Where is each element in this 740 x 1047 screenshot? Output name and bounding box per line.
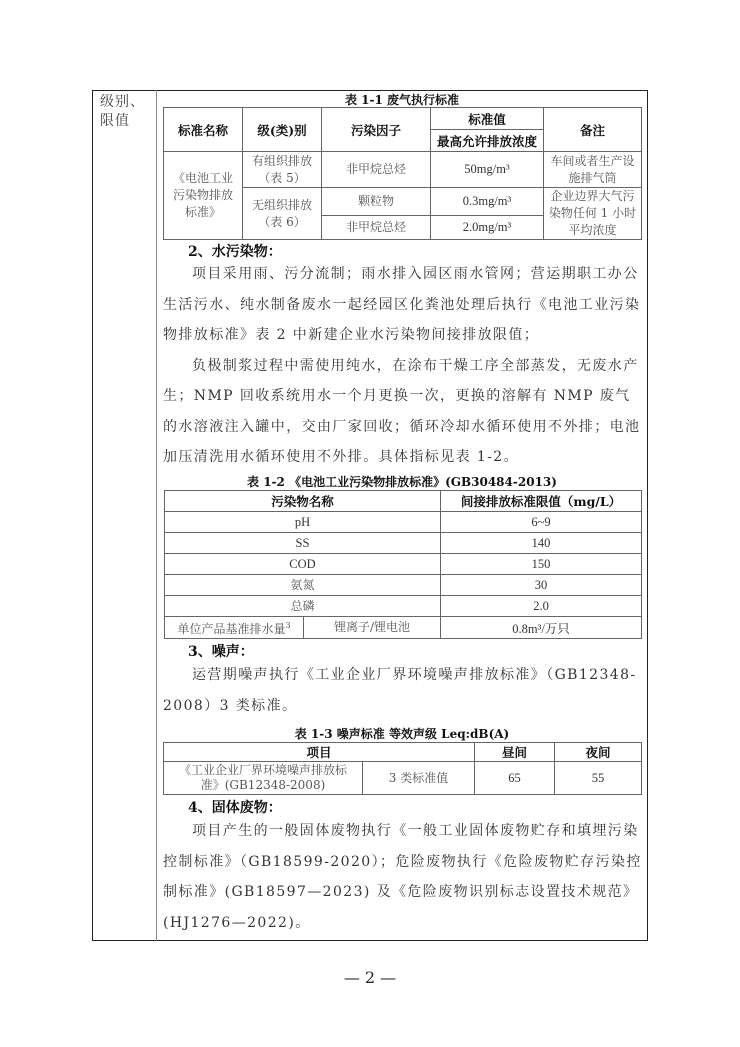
limit-cell: 6~9 bbox=[441, 512, 642, 533]
column-divider bbox=[156, 90, 157, 941]
table-row bbox=[165, 512, 642, 533]
section3-title: 3、噪声： bbox=[188, 644, 254, 660]
standard-name-cell: 《电池工业污染物排放标准》 bbox=[164, 152, 243, 240]
table-row bbox=[165, 617, 642, 639]
pollutant-cell: 总磷 bbox=[165, 596, 441, 617]
value-cell: 50mg/m³ bbox=[431, 152, 544, 188]
limit-cell: 140 bbox=[441, 533, 642, 554]
factor-cell: 颗粒物 bbox=[322, 188, 431, 216]
section2-title: 2、水污染物： bbox=[188, 244, 282, 260]
header-note: 备注 bbox=[544, 108, 642, 152]
table-row bbox=[165, 554, 642, 575]
limit-cell: 0.8m³/万只 bbox=[441, 617, 642, 639]
category-cell: 有组织排放（表 5） bbox=[243, 152, 322, 188]
section2-body bbox=[163, 259, 643, 473]
table-row bbox=[164, 762, 642, 795]
side-label: 级别、 限值 bbox=[100, 94, 145, 129]
header-std-value: 标准值 bbox=[431, 108, 544, 130]
section2-paragraph1: 项目采用雨、污分流制；雨水排入园区雨水管网；营运期职工办公生活污水、纯水制备废水一起经园区化粪池处理后执行《电池工业污染物排放标准》表 2 中新建企业水污染物间接排放限值； bbox=[163, 266, 641, 343]
footnote-marker: 3 bbox=[285, 621, 291, 630]
header-category: 级(类)别 bbox=[243, 108, 322, 152]
limit-cell: 2.0 bbox=[441, 596, 642, 617]
header-limit: 间接排放标准限值（mg/L） bbox=[441, 491, 642, 512]
pollutant-cell: COD bbox=[165, 554, 441, 575]
standard-cell: 《工业企业厂界环境噪声排放标准》(GB12348-2008) bbox=[164, 762, 363, 795]
battery-type-cell: 锂离子/锂电池 bbox=[304, 617, 441, 639]
section4-body bbox=[163, 816, 643, 938]
table1-caption: 表 1-1 废气执行标准 bbox=[344, 93, 460, 107]
class-cell: 3 类标准值 bbox=[363, 762, 475, 795]
factor-cell: 非甲烷总烃 bbox=[322, 152, 431, 188]
pollutant-name: 单位产品基准排水量 bbox=[177, 622, 286, 636]
header-night: 夜间 bbox=[555, 743, 642, 762]
table-row bbox=[165, 596, 642, 617]
pollutant-cell: pH bbox=[165, 512, 441, 533]
limit-cell: 30 bbox=[441, 575, 642, 596]
table2-water-standard bbox=[164, 490, 642, 639]
table3-caption: 表 1-3 噪声标准 等效声级 Leq:dB(A) bbox=[294, 727, 510, 741]
note-cell: 企业边界大气污染物任何 1 小时平均浓度 bbox=[544, 188, 642, 240]
table1-exhaust-standard bbox=[163, 107, 642, 240]
pollutant-cell: SS bbox=[165, 533, 441, 554]
table-row bbox=[165, 575, 642, 596]
section4-title: 4、固体废物： bbox=[188, 800, 282, 816]
table-row bbox=[164, 152, 642, 188]
table3-noise-standard bbox=[163, 742, 642, 795]
night-value-cell: 55 bbox=[555, 762, 642, 795]
table-row bbox=[165, 533, 642, 554]
header-pollutant-name: 污染物名称 bbox=[165, 491, 441, 512]
factor-cell: 非甲烷总烃 bbox=[322, 216, 431, 240]
limit-cell: 150 bbox=[441, 554, 642, 575]
section4-paragraph: 项目产生的一般固体废物执行《一般工业固体废物贮存和填埋污染控制标准》（GB18599-2020）；危险废物执行《危险废物贮存污染控制标准》(GB18597—2023) 及《危险废物识别标志设置技术规范》(HJ1276—2022)。 bbox=[163, 823, 642, 931]
day-value-cell: 65 bbox=[475, 762, 555, 795]
category-cell: 无组织排放（表 6） bbox=[243, 188, 322, 240]
header-standard-name: 标准名称 bbox=[164, 108, 243, 152]
section3-paragraph: 运营期噪声执行《工业企业厂界环境噪声排放标准》（GB12348-2008）3 类标准。 bbox=[163, 667, 637, 714]
section2-paragraph2: 负极制浆过程中需使用纯水，在涂布干燥工序全部蒸发，无废水产生；NMP 回收系统用水一个月更换一次，更换的溶解有 NMP 废气的水溶液注入罐中，交由厂家回收；循环冷却水循环使用不外排；电池加压清洗用水循环使用不外排。具体指标见表 1-2。 bbox=[163, 357, 641, 465]
section3-body bbox=[163, 660, 643, 721]
header-day: 昼间 bbox=[475, 743, 555, 762]
header-factor: 污染因子 bbox=[322, 108, 431, 152]
pollutant-cell bbox=[165, 617, 304, 639]
table2-caption: 表 1-2 《电池工业污染物排放标准》(GB30484-2013) bbox=[247, 475, 557, 489]
header-item: 项目 bbox=[164, 743, 475, 762]
value-cell: 0.3mg/m³ bbox=[431, 188, 544, 216]
pollutant-cell: 氨氮 bbox=[165, 575, 441, 596]
header-max-conc: 最高允许排放浓度 bbox=[431, 130, 544, 152]
page-number: — 2 — bbox=[343, 968, 397, 987]
value-cell: 2.0mg/m³ bbox=[431, 216, 544, 240]
note-cell: 车间或者生产设施排气筒 bbox=[544, 152, 642, 188]
